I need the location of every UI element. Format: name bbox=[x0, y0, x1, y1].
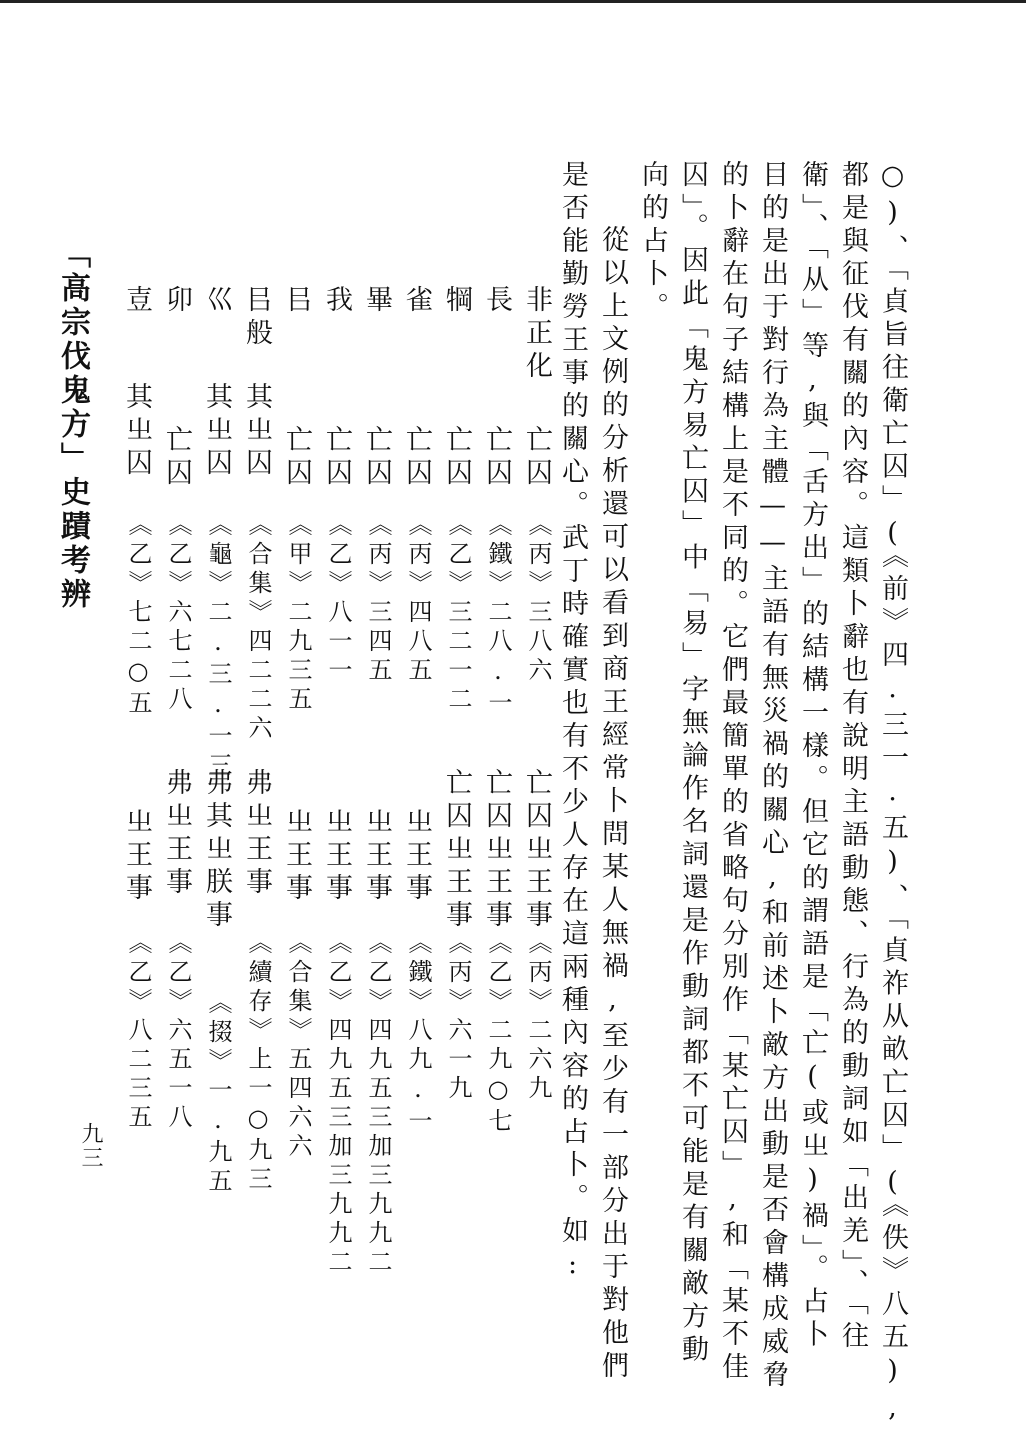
example-phrase: 㞢王事 bbox=[281, 807, 312, 906]
example-phrase: 弗其㞢朕事 bbox=[201, 768, 232, 933]
example-name: 壴 bbox=[121, 285, 152, 318]
example-source: 《乙》二九○七 bbox=[484, 930, 512, 1137]
example-source: 《乙》七二○五 bbox=[124, 512, 152, 719]
example-source: 《甲》二九三五 bbox=[284, 512, 312, 715]
text-column: 囚」。因此「鬼方易亡囚」中「易」字無論作名詞還是作動詞都不可能是有關敵方動 bbox=[677, 160, 708, 1368]
example-source: 《乙》八二三五 bbox=[124, 930, 152, 1133]
example-source: 《合集》四二二六 bbox=[244, 512, 272, 744]
example-source: 《合集》五四六六 bbox=[284, 930, 312, 1162]
running-header: 「高宗伐鬼方」史蹟考辨 bbox=[55, 238, 90, 612]
example-source: 《乙》六七二八 bbox=[164, 512, 192, 715]
example-phrase: 亡囚 bbox=[281, 425, 312, 491]
example-source: 《丙》三四五 bbox=[364, 512, 392, 686]
example-phrase: 亡囚㞢王事 bbox=[521, 768, 552, 933]
example-phrase: 亡囚㞢王事 bbox=[481, 768, 512, 933]
text-column: 向的占卜。 bbox=[637, 160, 668, 325]
text-column: ○)、「貞旨往衛亡囚」(《前》四.三一.五)、「貞祚从畝亡囚」(《佚》八五), bbox=[877, 160, 908, 1429]
example-source: 《乙》四九五三加三九九二 bbox=[364, 930, 392, 1278]
example-name: 卯 bbox=[161, 285, 192, 318]
example-source: 《丙》四八五 bbox=[404, 512, 432, 686]
example-source: 《續存》上一○九三 bbox=[244, 930, 272, 1195]
text-column: 的卜辭在句子結構上是不同的。它們最簡單的省略句分別作「某亡囚」,和「某不佳 bbox=[717, 160, 748, 1385]
text-column: 衛」、「从」等,與「舌方出」的結構一樣。但它的謂語是「亡(或㞢)禍」。占卜 bbox=[797, 160, 828, 1353]
example-source: 《丙》三八六 bbox=[524, 512, 552, 686]
example-phrase: 㞢王事 bbox=[321, 807, 352, 906]
example-source: 《鐵》二八.一 bbox=[484, 512, 512, 719]
example-phrase: 其㞢囚 bbox=[121, 382, 152, 481]
example-source: 《龜》二.三.一三 bbox=[204, 512, 232, 781]
example-source: 《乙》三二一二 bbox=[444, 512, 472, 715]
example-phrase: 亡囚㞢王事 bbox=[441, 768, 472, 933]
example-phrase: 亡囚 bbox=[521, 425, 552, 491]
example-source: 《丙》六一九 bbox=[444, 930, 472, 1104]
example-phrase: 弗㞢王事 bbox=[241, 768, 272, 900]
example-name: 我 bbox=[321, 285, 352, 318]
example-source: 《乙》八一一 bbox=[324, 512, 352, 686]
example-phrase: 其㞢囚 bbox=[241, 382, 272, 481]
page-number: 九三 bbox=[78, 1122, 103, 1170]
example-phrase: 㞢王事 bbox=[361, 807, 392, 906]
example-source: 《乙》四九五三加三九九二 bbox=[324, 930, 352, 1278]
example-name: 㠯 bbox=[281, 285, 312, 318]
example-phrase: 亡囚 bbox=[161, 425, 192, 491]
example-phrase: 㞢王事 bbox=[121, 807, 152, 906]
example-source: 《掇》一.九五 bbox=[204, 990, 232, 1197]
example-name: 畢 bbox=[361, 285, 392, 318]
example-phrase: 㞢王事 bbox=[401, 807, 432, 906]
text-column: 從以上文例的分析還可以看到商王經常卜問某人無禍,至少有一部分出于對他們 bbox=[597, 225, 628, 1384]
text-column: 是否能勤勞王事的關心。武丁時確實也有不少人存在這兩種內容的占卜。如: bbox=[557, 160, 588, 1286]
example-phrase: 亡囚 bbox=[441, 425, 472, 491]
text-column: 都是與征伐有關的內容。這類卜辭也有說明主語動態、行為的動詞如「出羌」、「往 bbox=[837, 160, 868, 1354]
example-name: 巛 bbox=[201, 285, 232, 318]
text-column: 目的是出于對行為主體——主語有無災禍的關心,和前述卜敵方出動是否會構成威脅 bbox=[757, 160, 788, 1393]
example-source: 《丙》二六九 bbox=[524, 930, 552, 1104]
example-name: 非正化 bbox=[521, 285, 552, 384]
example-phrase: 弗㞢王事 bbox=[161, 768, 192, 900]
example-phrase: 亡囚 bbox=[321, 425, 352, 491]
example-source: 《鐵》八九.一 bbox=[404, 930, 432, 1137]
example-phrase: 亡囚 bbox=[481, 425, 512, 491]
top-border bbox=[0, 0, 1026, 3]
example-phrase: 其㞢囚 bbox=[201, 382, 232, 481]
example-name: 長 bbox=[481, 285, 512, 318]
example-name: 雀 bbox=[401, 285, 432, 318]
example-name: 犅 bbox=[441, 285, 472, 318]
example-name: 㠯般 bbox=[241, 285, 272, 351]
example-phrase: 亡囚 bbox=[401, 425, 432, 491]
example-phrase: 亡囚 bbox=[361, 425, 392, 491]
example-source: 《乙》六五一八 bbox=[164, 930, 192, 1133]
